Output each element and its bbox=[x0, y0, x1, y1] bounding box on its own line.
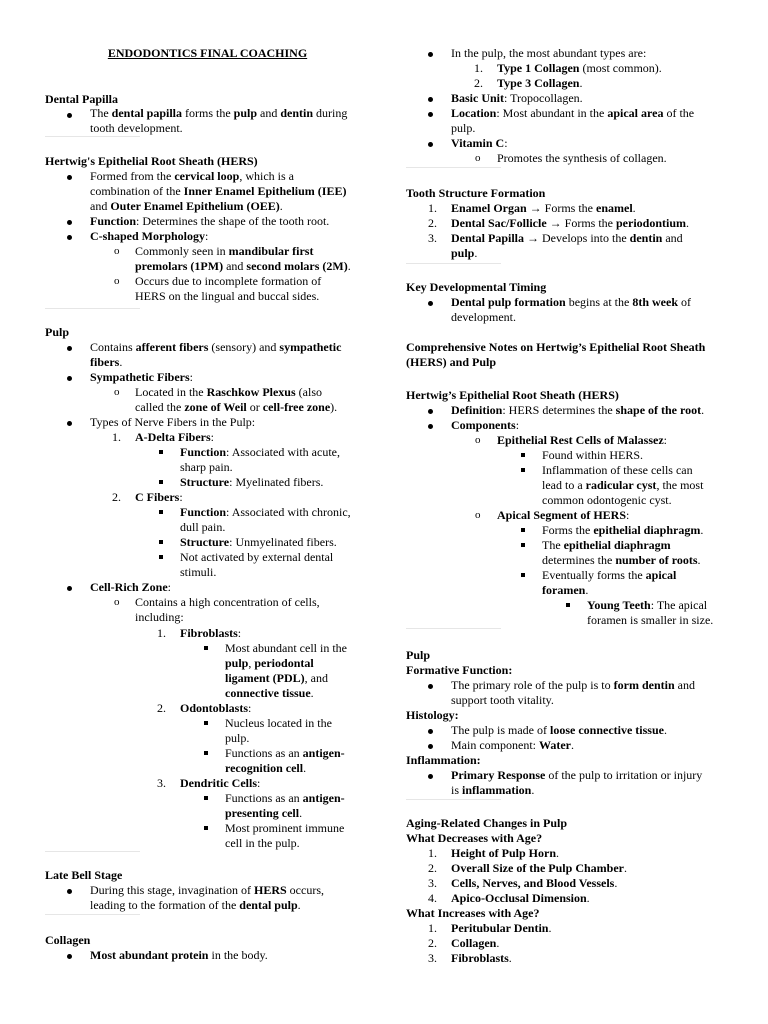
bullet-icon bbox=[428, 52, 433, 57]
increase-number: 3. bbox=[428, 951, 437, 965]
collagen-type3-number: 2. bbox=[474, 76, 483, 90]
collagen-type1-number: 1. bbox=[474, 61, 483, 75]
divider bbox=[406, 167, 501, 168]
square-bullet-icon bbox=[521, 543, 525, 547]
a-delta-structure: Structure: Myelinated fibers. bbox=[180, 475, 324, 489]
square-bullet-icon bbox=[159, 540, 163, 544]
bullet-icon bbox=[428, 729, 433, 734]
bullet-icon bbox=[428, 684, 433, 689]
square-bullet-icon bbox=[521, 528, 525, 532]
apical-diaphragm-roots: The epithelial diaphragm determines the number of roots. bbox=[542, 538, 701, 567]
square-bullet-icon bbox=[204, 646, 208, 650]
square-bullet-icon bbox=[204, 721, 208, 725]
square-bullet-icon bbox=[521, 573, 525, 577]
heading-inflammation: Inflammation: bbox=[406, 753, 481, 767]
square-bullet-icon bbox=[159, 450, 163, 454]
divider bbox=[45, 851, 140, 852]
heading-timing: Key Developmental Timing bbox=[406, 280, 547, 294]
circle-bullet-icon: o bbox=[114, 596, 120, 608]
odontoblasts-nucleus: Nucleus located in the pulp. bbox=[225, 716, 332, 745]
decrease-number: 4. bbox=[428, 891, 437, 905]
tooth-dental-sac: Dental Sac/Follicle → Forms the periodontium. bbox=[451, 216, 690, 230]
c-fiber-structure: Structure: Unmyelinated fibers. bbox=[180, 535, 337, 549]
bullet-icon bbox=[428, 409, 433, 414]
pulp-bullet-types: Types of Nerve Fibers in the Pulp: bbox=[90, 415, 256, 429]
c-fiber-not-activated: Not activated by external dental stimuli. bbox=[180, 550, 334, 579]
decrease-item: Apico-Occlusal Dimension. bbox=[451, 891, 590, 905]
dental-papilla-bullet-1: The dental papilla forms the pulp and dentin during tooth development. bbox=[90, 106, 348, 135]
heading-pulp: Pulp bbox=[45, 325, 70, 339]
collagen-basic-unit: Basic Unit: Tropocollagen. bbox=[451, 91, 583, 105]
bullet-icon bbox=[428, 97, 433, 102]
square-bullet-icon bbox=[159, 480, 163, 484]
square-bullet-icon bbox=[521, 453, 525, 457]
divider bbox=[406, 263, 501, 264]
apical-forms-foramen: Eventually forms the apical foramen. bbox=[542, 568, 677, 597]
pulp-bullet-sympathetic: Sympathetic Fibers: bbox=[90, 370, 193, 384]
heading-aging: Aging-Related Changes in Pulp bbox=[406, 816, 568, 830]
collagen-types-bullet: In the pulp, the most abundant types are: bbox=[451, 46, 647, 60]
heading-comprehensive-notes: Comprehensive Notes on Hertwig’s Epithelial Root Sheath (HERS) and Pulp bbox=[406, 340, 706, 369]
bullet-icon bbox=[67, 175, 72, 180]
collagen-bullet: Most abundant protein in the body. bbox=[90, 948, 268, 962]
bullet-icon bbox=[67, 421, 72, 426]
heading-pulp-2: Pulp bbox=[406, 648, 431, 662]
tooth-3-number: 3. bbox=[428, 231, 437, 245]
pulp2-formative-bullet: The primary role of the pulp is to form dentin and support tooth vitality. bbox=[451, 678, 695, 707]
square-bullet-icon bbox=[204, 751, 208, 755]
inflammation-bullet: Primary Response of the pulp to irritation or injury is inflammation. bbox=[451, 768, 703, 797]
cell-2-number: 2. bbox=[157, 701, 166, 715]
odontoblasts-function: Functions as an antigen- recognition cell. bbox=[225, 746, 345, 775]
divider bbox=[45, 136, 140, 137]
cell-fibroblasts: Fibroblasts: bbox=[180, 626, 242, 640]
bullet-icon bbox=[428, 774, 433, 779]
increase-item: Fibroblasts. bbox=[451, 951, 512, 965]
bullet-icon bbox=[67, 346, 72, 351]
c-fiber-function: Function: Associated with chronic, dull pain. bbox=[180, 505, 351, 534]
square-bullet-icon bbox=[159, 555, 163, 559]
bullet-icon bbox=[428, 142, 433, 147]
young-teeth: Young Teeth: The apical foramen is smaller in size. bbox=[587, 598, 714, 627]
pulp-bullet-contains: Contains afferent fibers (sensory) and sympathetic fibers. bbox=[90, 340, 342, 369]
hers-sub-commonly-seen: Commonly seen in mandibular first premolars (1PM) and second molars (2M). bbox=[135, 244, 351, 273]
cell-3-number: 3. bbox=[157, 776, 166, 790]
increase-number: 1. bbox=[428, 921, 437, 935]
dendritic-function: Functions as an antigen- presenting cell. bbox=[225, 791, 345, 820]
decrease-item: Height of Pulp Horn. bbox=[451, 846, 560, 860]
heading-tooth-structure: Tooth Structure Formation bbox=[406, 186, 546, 200]
heading-increases: What Increases with Age? bbox=[406, 906, 540, 920]
divider bbox=[406, 799, 501, 800]
bullet-icon bbox=[428, 744, 433, 749]
hers-bullet-function: Function: Determines the shape of the tooth root. bbox=[90, 214, 330, 228]
decrease-number: 1. bbox=[428, 846, 437, 860]
nerve-fiber-2-number: 2. bbox=[112, 490, 121, 504]
histology-loose: The pulp is made of loose connective tissue. bbox=[451, 723, 667, 737]
increase-item: Peritubular Dentin. bbox=[451, 921, 552, 935]
hers2-definition: Definition: HERS determines the shape of the root. bbox=[451, 403, 705, 417]
square-bullet-icon bbox=[204, 826, 208, 830]
malassez-inflammation: Inflammation of these cells can lead to a radicular cyst, the most common odontogenic cyst. bbox=[542, 463, 704, 507]
pulp-bullet-cell-rich: Cell-Rich Zone: bbox=[90, 580, 172, 594]
apical-forms-diaphragm: Forms the epithelial diaphragm. bbox=[542, 523, 704, 537]
heading-hers: Hertwig's Epithelial Root Sheath (HERS) bbox=[45, 154, 258, 168]
hers2-components: Components: bbox=[451, 418, 520, 432]
square-bullet-icon bbox=[566, 603, 570, 607]
nerve-fiber-c: C Fibers: bbox=[135, 490, 183, 504]
increase-number: 2. bbox=[428, 936, 437, 950]
heading-decreases: What Decreases with Age? bbox=[406, 831, 543, 845]
decrease-number: 2. bbox=[428, 861, 437, 875]
tooth-dental-papilla: Dental Papilla → Develops into the dentin and pulp. bbox=[451, 231, 683, 260]
bullet-icon bbox=[67, 220, 72, 225]
collagen-location: Location: Most abundant in the apical area of the pulp. bbox=[451, 106, 695, 135]
cell-1-number: 1. bbox=[157, 626, 166, 640]
tooth-enamel-organ: Enamel Organ → Forms the enamel. bbox=[451, 201, 636, 215]
collagen-type3: Type 3 Collagen. bbox=[497, 76, 583, 90]
heading-collagen: Collagen bbox=[45, 933, 91, 947]
late-bell-bullet: During this stage, invagination of HERS occurs, leading to the formation of the dental pulp. bbox=[90, 883, 324, 912]
fibroblasts-detail: Most abundant cell in the pulp, periodontal ligament (PDL), and connective tissue. bbox=[225, 641, 347, 700]
vitamin-c-sub: Promotes the synthesis of collagen. bbox=[497, 151, 667, 165]
cell-dendritic: Dendritic Cells: bbox=[180, 776, 261, 790]
heading-hers-2: Hertwig’s Epithelial Root Sheath (HERS) bbox=[406, 388, 619, 402]
bullet-icon bbox=[428, 301, 433, 306]
hers-sub-occurs: Occurs due to incomplete formation of HERS on the lingual and buccal sides. bbox=[135, 274, 322, 303]
nerve-fiber-1-number: 1. bbox=[112, 430, 121, 444]
square-bullet-icon bbox=[521, 468, 525, 472]
cell-rich-sub: Contains a high concentration of cells, including: bbox=[135, 595, 320, 624]
malassez-found: Found within HERS. bbox=[542, 448, 644, 462]
bullet-icon bbox=[67, 586, 72, 591]
hers2-malassez: Epithelial Rest Cells of Malassez: bbox=[497, 433, 667, 447]
cell-odontoblasts: Odontoblasts: bbox=[180, 701, 252, 715]
tooth-1-number: 1. bbox=[428, 201, 437, 215]
hers-bullet-formed: Formed from the cervical loop, which is a combination of the Inner Enamel Epithelium (IEE) and Outer Enamel Epithelium (OEE). bbox=[90, 169, 347, 213]
circle-bullet-icon: o bbox=[475, 152, 481, 164]
timing-bullet: Dental pulp formation begins at the 8th week of development. bbox=[451, 295, 692, 324]
nerve-fiber-a-delta: A-Delta Fibers: bbox=[135, 430, 214, 444]
circle-bullet-icon: o bbox=[114, 245, 120, 257]
bullet-icon bbox=[67, 954, 72, 959]
square-bullet-icon bbox=[204, 796, 208, 800]
hers-bullet-c-shaped: C-shaped Morphology: bbox=[90, 229, 209, 243]
heading-histology: Histology: bbox=[406, 708, 459, 722]
hers2-apical-segment: Apical Segment of HERS: bbox=[497, 508, 630, 522]
dendritic-prominent: Most prominent immune cell in the pulp. bbox=[225, 821, 345, 850]
bullet-icon bbox=[67, 113, 72, 118]
bullet-icon bbox=[428, 424, 433, 429]
bullet-icon bbox=[67, 235, 72, 240]
histology-water: Main component: Water. bbox=[451, 738, 574, 752]
heading-late-bell: Late Bell Stage bbox=[45, 868, 123, 882]
pulp-sub-raschkow: Located in the Raschkow Plexus (also called the zone of Weil or cell-free zone). bbox=[135, 385, 338, 414]
tooth-2-number: 2. bbox=[428, 216, 437, 230]
heading-formative: Formative Function: bbox=[406, 663, 513, 677]
bullet-icon bbox=[428, 112, 433, 117]
circle-bullet-icon: o bbox=[114, 275, 120, 287]
circle-bullet-icon: o bbox=[475, 509, 481, 521]
decrease-item: Overall Size of the Pulp Chamber. bbox=[451, 861, 627, 875]
collagen-type1: Type 1 Collagen (most common). bbox=[497, 61, 662, 75]
square-bullet-icon bbox=[159, 510, 163, 514]
decrease-number: 3. bbox=[428, 876, 437, 890]
divider bbox=[45, 308, 140, 309]
divider bbox=[45, 914, 140, 915]
divider bbox=[406, 628, 501, 629]
decrease-item: Cells, Nerves, and Blood Vessels. bbox=[451, 876, 618, 890]
increase-item: Collagen. bbox=[451, 936, 500, 950]
bullet-icon bbox=[67, 889, 72, 894]
circle-bullet-icon: o bbox=[475, 434, 481, 446]
collagen-vitamin-c: Vitamin C: bbox=[451, 136, 508, 150]
circle-bullet-icon: o bbox=[114, 386, 120, 398]
a-delta-function: Function: Associated with acute, sharp pain. bbox=[180, 445, 340, 474]
bullet-icon bbox=[67, 376, 72, 381]
document-title: ENDODONTICS FINAL COACHING bbox=[107, 46, 308, 60]
heading-dental-papilla: Dental Papilla bbox=[45, 92, 119, 106]
